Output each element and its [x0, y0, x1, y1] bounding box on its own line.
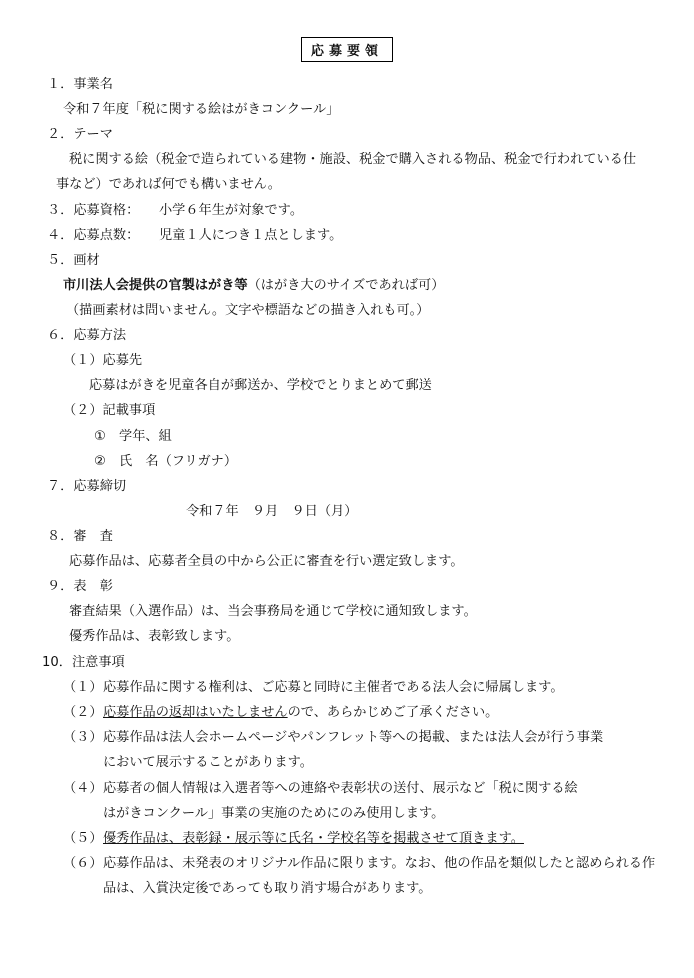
section-4-heading: ４．応募点数：	[47, 228, 140, 243]
note-1-text: 応募作品に関する権利は、ご応募と同時に主催者である法人会に帰属します。	[103, 680, 564, 695]
section-3-value: 小学６年生が対象です。	[159, 203, 304, 218]
note-4-text-1: 応募者の個人情報は入選者等への連絡や表彰状の送付、展示など「税に関する絵	[103, 781, 578, 796]
section-2-heading: ２．テーマ	[47, 127, 113, 142]
section-5-heading: ５．画材	[47, 253, 100, 268]
section-6-2-heading: （２）記載事項	[63, 403, 156, 418]
note-4-text-2: はがきコンクール」事業の実施のためにのみ使用します。	[103, 806, 445, 821]
note-1-number: （１）	[63, 680, 103, 695]
note-3-text-2: において展示することがあります。	[103, 755, 313, 770]
note-3-text-1: 応募作品は法人会ホームページやパンフレット等への掲載、または法人会が行う事業	[103, 730, 604, 745]
section-1-heading: １．事業名	[47, 77, 113, 92]
note-6-number: （６）	[63, 856, 103, 871]
section-5-bold: 市川法人会提供の官製はがき等	[63, 278, 248, 293]
section-6-1-heading: （１）応募先	[63, 353, 143, 368]
note-5-number: （５）	[63, 831, 103, 846]
section-1-text: 令和７年度「税に関する絵はがきコンクール」	[63, 102, 340, 117]
section-9-text-1: 審査結果（入選作品）は、当会事務局を通じて学校に通知致します。	[69, 604, 477, 619]
section-6-2-item-2: ② 氏 名（フリガナ）	[94, 454, 238, 469]
page-title: 応募要領	[301, 37, 393, 62]
note-5-text: 優秀作品は、表彰録・展示等に氏名・学校名等を掲載させて頂きます。	[103, 831, 524, 846]
section-6-2-item-1: ① 学年、組	[94, 429, 172, 444]
section-5-text-1	[63, 276, 444, 296]
section-4-value: 児童１人につき１点とします。	[159, 228, 343, 243]
section-5-text-2: （描画素材は問いません。文字や標語などの描き入れも可。）	[66, 303, 430, 318]
note-2-rest: ので、あらかじめご了承ください。	[287, 705, 499, 720]
section-3-heading: ３．応募資格：	[47, 203, 140, 218]
note-2-underlined: 応募作品の返却はいたしません	[103, 705, 288, 720]
section-5-note: （はがき大のサイズであれば可）	[247, 278, 445, 293]
note-3-number: （３）	[63, 730, 103, 745]
section-8-text: 応募作品は、応募者全員の中から公正に審査を行い選定致します。	[69, 554, 464, 569]
note-6-text-1: 応募作品は、未発表のオリジナル作品に限ります。なお、他の作品を類似したと認められる作	[103, 856, 656, 871]
section-8-heading: ８．審 査	[47, 529, 113, 544]
section-9-heading: ９．表 彰	[47, 579, 113, 594]
note-6-text-2: 品は、入賞決定後であっても取り消す場合があります。	[103, 881, 432, 896]
note-4-number: （４）	[63, 781, 103, 796]
section-2-text-1: 税に関する絵（税金で造られている建物・施設、税金で購入される物品、税金で行われている仕	[69, 152, 637, 167]
section-7-heading: ７．応募締切	[47, 479, 127, 494]
note-2-number: （２）	[63, 705, 103, 720]
section-6-heading: ６．応募方法	[47, 328, 127, 343]
note-2-text	[103, 703, 498, 723]
section-9-text-2: 優秀作品は、表彰致します。	[69, 629, 240, 644]
section-6-1-text: 応募はがきを児童各自が郵送か、学校でとりまとめて郵送	[89, 378, 432, 393]
section-2-text-2: 事など）であれば何でも構いません。	[56, 177, 281, 192]
section-10-heading: 10．注意事項	[42, 655, 125, 670]
section-7-date: 令和７年 ９月 ９日（月）	[186, 504, 358, 519]
